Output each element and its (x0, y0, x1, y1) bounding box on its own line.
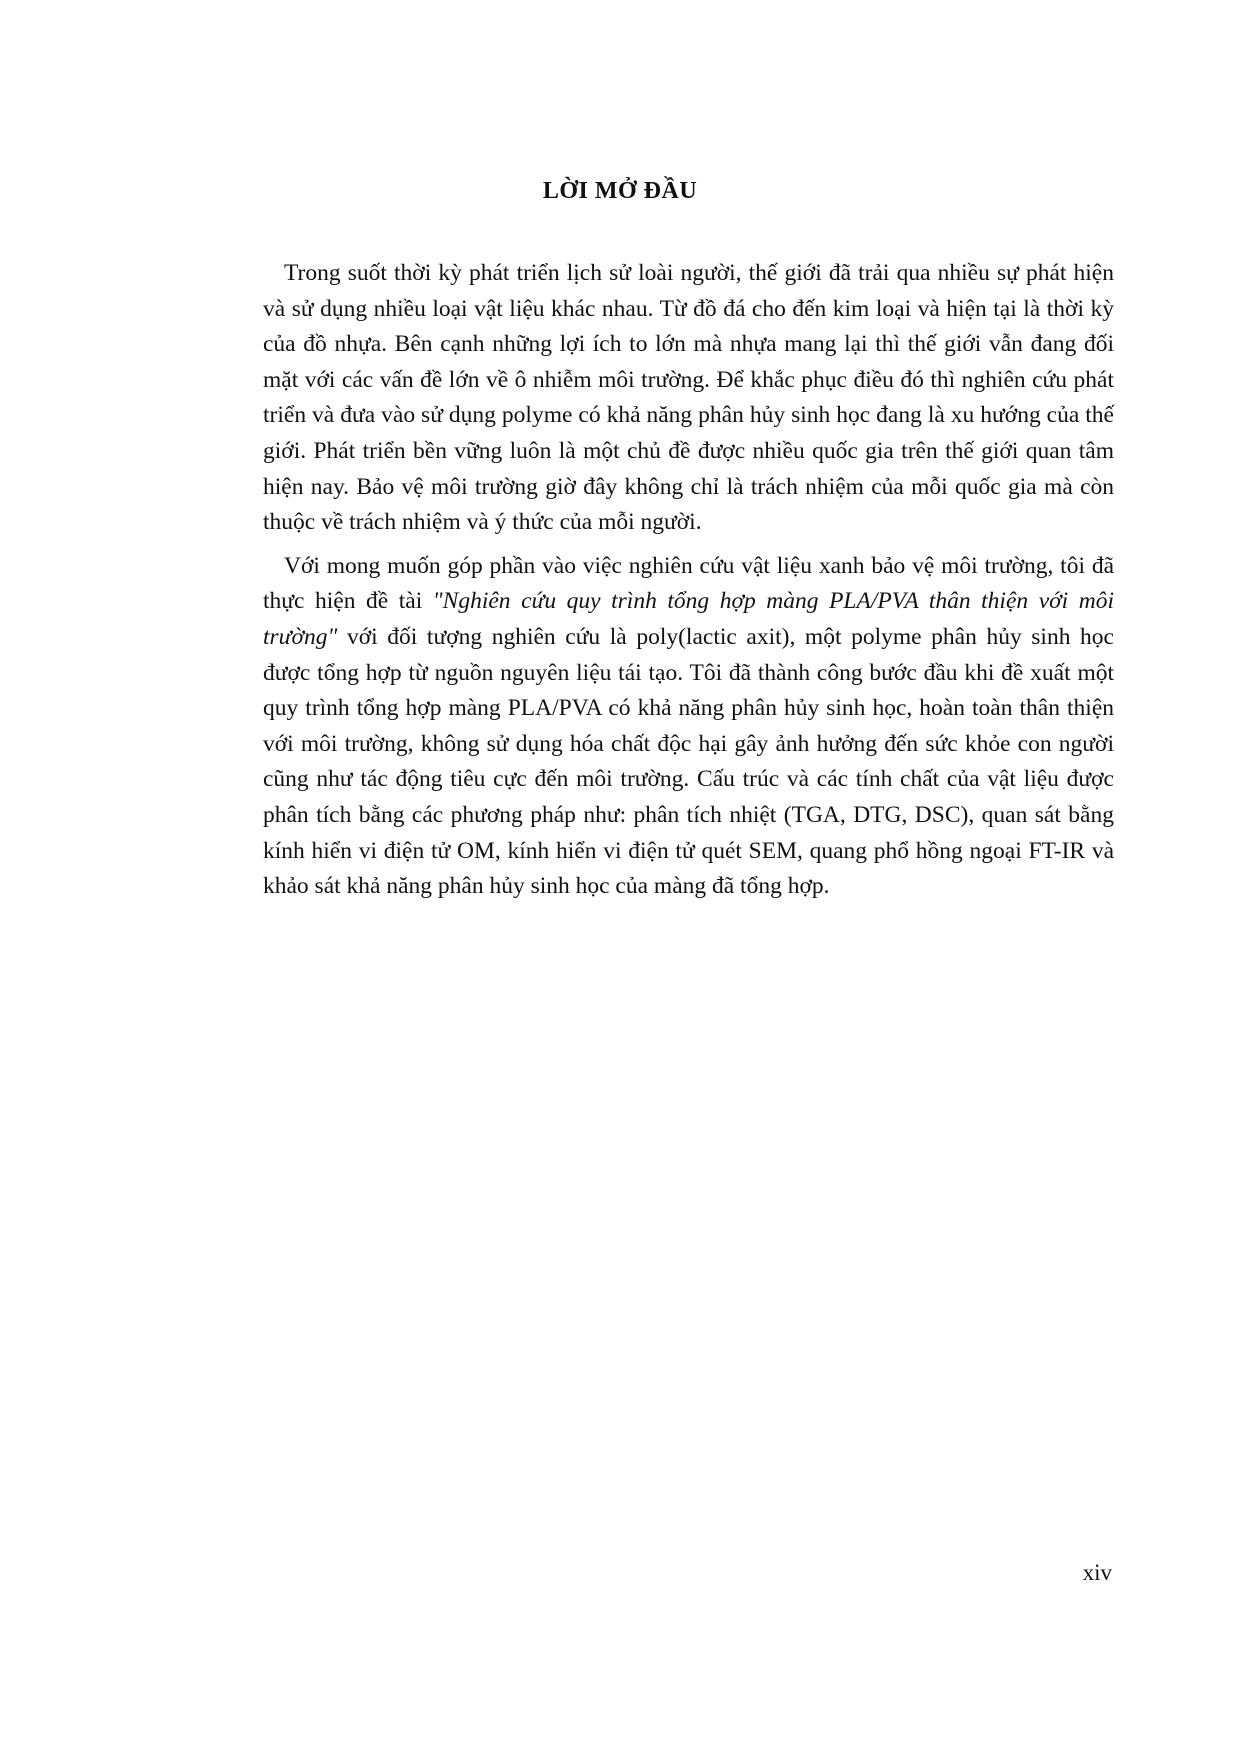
body-text (263, 256, 1114, 913)
paragraph-2-body: với đối tượng nghiên cứu là poly(lactic axit), một polyme phân hủy sinh học được tổng hợp từ nguồn nguyên liệu tái tạo. Tôi đã thành công bước đầu khi đề xuất một quy trình tổng hợp màng PLA/PVA có khả năng phân hủy sinh học, hoàn toàn thân thiện với môi trường, không sử dụng hóa chất độc hại gây ảnh hưởng đến sức khỏe con người cũng như tác động tiêu cực đến môi trường. Cấu trúc và các tính chất của vật liệu được phân tích bằng các phương pháp như: phân tích nhiệt (TGA, DTG, DSC), quan sát bằng kính hiển vi điện tử OM, kính hiển vi điện tử quét SEM, quang phổ hồng ngoại FT-IR và khảo sát khả năng phân hủy sinh học của màng đã tổng hợp. (263, 623, 1114, 900)
page-title: LỜI MỞ ĐẦU (542, 178, 698, 204)
paragraph-1: Trong suốt thời kỳ phát triển lịch sử loài người, thế giới đã trải qua nhiều sự phát hiện và sử dụng nhiều loại vật liệu khác nhau. Từ đồ đá cho đến kim loại và hiện tại là thời kỳ của đồ nhựa. Bên cạnh những lợi ích to lớn mà nhựa mang lại thì thế giới vẫn đang đối mặt với các vấn đề lớn về ô nhiễm môi trường. Để khắc phục điều đó thì nghiên cứu phát triển và đưa vào sử dụng polyme có khả năng phân hủy sinh học đang là xu hướng của thế giới. Phát triển bền vững luôn là một chủ đề được nhiều quốc gia trên thế giới quan tâm hiện nay. Bảo vệ môi trường giờ đây không chỉ là trách nhiệm của mỗi quốc gia mà còn thuộc về trách nhiệm và ý thức của mỗi người. (263, 260, 1114, 536)
thesis-title: "Nghiên cứu quy trình tổng hợp màng PLA/PVA thân thiện với môi trường" (263, 588, 1114, 650)
paragraph-2-intro: Với mong muốn góp phần vào việc nghiên cứu vật liệu xanh bảo vệ môi trường, tôi đã thực hiện đề tài (263, 552, 1114, 615)
paragraph-2 (263, 549, 1114, 905)
page-number: xiv (1082, 1560, 1112, 1585)
